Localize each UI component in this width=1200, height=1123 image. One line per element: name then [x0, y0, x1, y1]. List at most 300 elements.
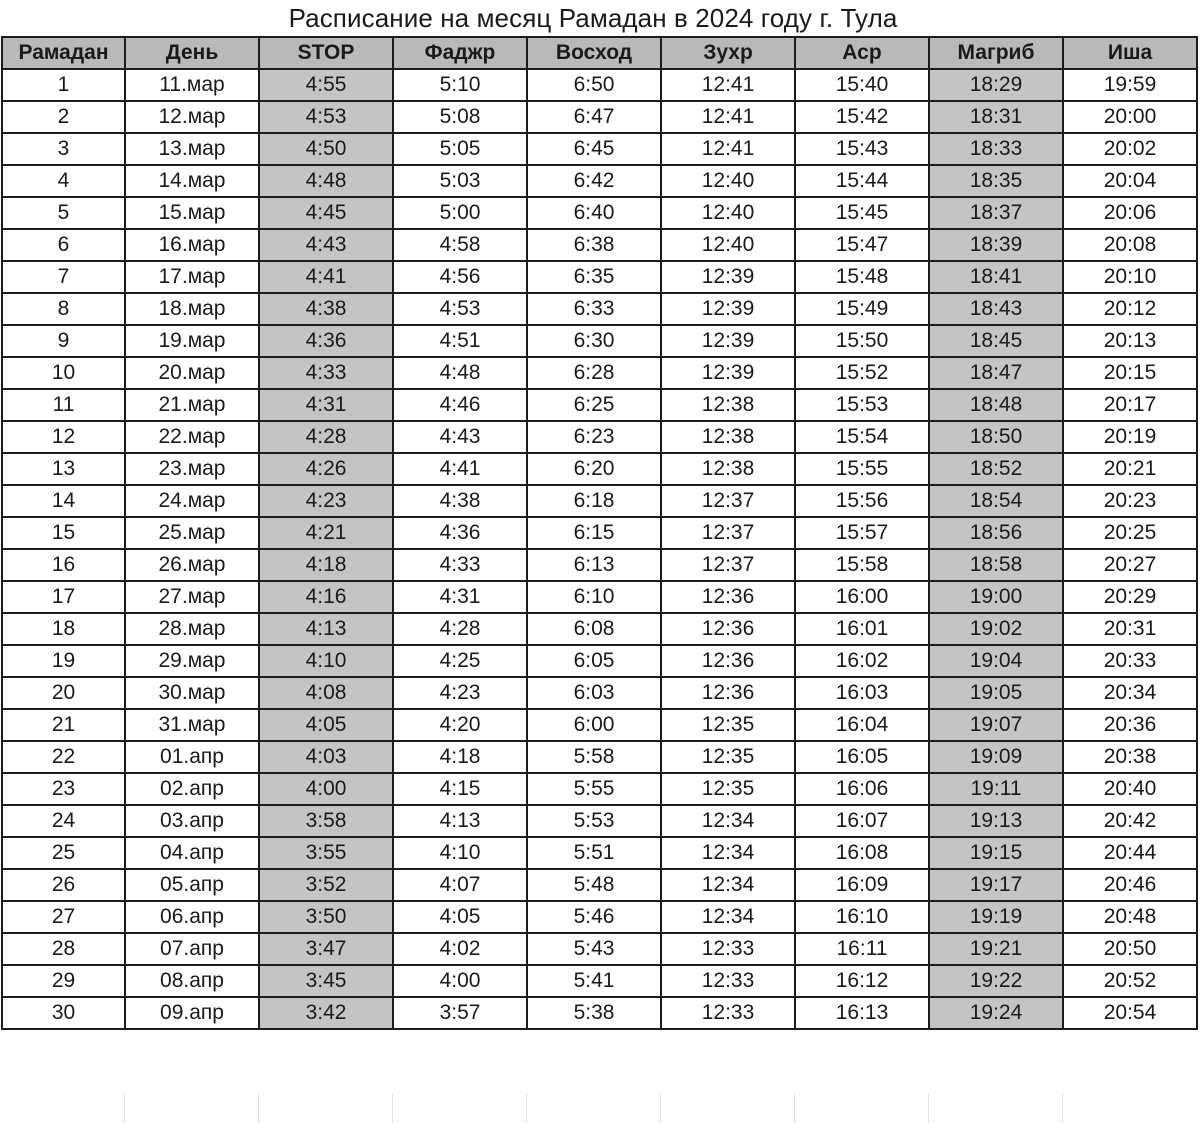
cell-stop: 3:55 [259, 837, 393, 869]
table-row [2, 165, 1197, 197]
table-row [2, 197, 1197, 229]
cell-stop: 4:53 [259, 101, 393, 133]
cell-sunrise: 5:51 [527, 837, 661, 869]
cell-ramadan-day: 4 [2, 165, 125, 197]
cell-asr: 15:52 [795, 357, 929, 389]
cell-stop: 4:13 [259, 613, 393, 645]
ramadan-schedule-table [1, 36, 1198, 1030]
cell-maghrib: 19:02 [929, 613, 1063, 645]
cell-asr: 15:57 [795, 517, 929, 549]
cell-maghrib: 18:58 [929, 549, 1063, 581]
cell-sunrise: 6:03 [527, 677, 661, 709]
table-row [2, 933, 1197, 965]
cell-asr: 15:43 [795, 133, 929, 165]
cell-stop: 4:28 [259, 421, 393, 453]
cell-asr: 15:44 [795, 165, 929, 197]
cell-stop: 4:18 [259, 549, 393, 581]
cell-sunrise: 5:41 [527, 965, 661, 997]
cell-dhuhr: 12:35 [661, 709, 795, 741]
cell-sunrise: 6:00 [527, 709, 661, 741]
cell-ramadan-day: 28 [2, 933, 125, 965]
cell-dhuhr: 12:39 [661, 325, 795, 357]
table-row [2, 101, 1197, 133]
column-header-isha: Иша [1063, 37, 1197, 69]
cell-dhuhr: 12:34 [661, 901, 795, 933]
cell-date: 19.мар [125, 325, 259, 357]
cell-maghrib: 18:45 [929, 325, 1063, 357]
cell-stop: 4:00 [259, 773, 393, 805]
cell-date: 08.апр [125, 965, 259, 997]
cell-date: 25.мар [125, 517, 259, 549]
cell-sunrise: 6:18 [527, 485, 661, 517]
cell-asr: 15:40 [795, 69, 929, 101]
cell-sunrise: 5:46 [527, 901, 661, 933]
cell-isha: 20:13 [1063, 325, 1197, 357]
cell-fajr: 4:10 [393, 837, 527, 869]
cell-ramadan-day: 9 [2, 325, 125, 357]
cell-asr: 16:11 [795, 933, 929, 965]
cell-isha: 20:36 [1063, 709, 1197, 741]
cell-date: 27.мар [125, 581, 259, 613]
cell-stop: 4:26 [259, 453, 393, 485]
cell-asr: 16:01 [795, 613, 929, 645]
cell-asr: 15:48 [795, 261, 929, 293]
cell-isha: 20:00 [1063, 101, 1197, 133]
cell-ramadan-day: 23 [2, 773, 125, 805]
cell-maghrib: 19:11 [929, 773, 1063, 805]
cell-fajr: 5:03 [393, 165, 527, 197]
cell-ramadan-day: 17 [2, 581, 125, 613]
cell-asr: 16:09 [795, 869, 929, 901]
cell-asr: 16:13 [795, 997, 929, 1029]
cell-stop: 3:47 [259, 933, 393, 965]
cell-ramadan-day: 19 [2, 645, 125, 677]
table-row [2, 869, 1197, 901]
cell-sunrise: 6:45 [527, 133, 661, 165]
cell-ramadan-day: 10 [2, 357, 125, 389]
cell-date: 09.апр [125, 997, 259, 1029]
cell-dhuhr: 12:35 [661, 741, 795, 773]
table-row [2, 965, 1197, 997]
cell-fajr: 4:23 [393, 677, 527, 709]
cell-maghrib: 18:29 [929, 69, 1063, 101]
cell-fajr: 4:51 [393, 325, 527, 357]
cell-stop: 4:33 [259, 357, 393, 389]
table-row [2, 645, 1197, 677]
cell-maghrib: 18:48 [929, 389, 1063, 421]
cell-sunrise: 5:53 [527, 805, 661, 837]
cell-dhuhr: 12:38 [661, 421, 795, 453]
cell-dhuhr: 12:37 [661, 485, 795, 517]
cell-sunrise: 6:35 [527, 261, 661, 293]
cell-asr: 16:05 [795, 741, 929, 773]
cell-fajr: 4:43 [393, 421, 527, 453]
cell-date: 26.мар [125, 549, 259, 581]
cell-stop: 4:08 [259, 677, 393, 709]
column-header-asr: Аср [795, 37, 929, 69]
cell-date: 13.мар [125, 133, 259, 165]
cell-stop: 4:36 [259, 325, 393, 357]
cell-dhuhr: 12:36 [661, 677, 795, 709]
cell-stop: 4:45 [259, 197, 393, 229]
cell-ramadan-day: 27 [2, 901, 125, 933]
cell-dhuhr: 12:38 [661, 389, 795, 421]
cell-maghrib: 19:21 [929, 933, 1063, 965]
cell-date: 29.мар [125, 645, 259, 677]
cell-dhuhr: 12:39 [661, 293, 795, 325]
cell-maghrib: 18:41 [929, 261, 1063, 293]
cell-date: 16.мар [125, 229, 259, 261]
cell-ramadan-day: 22 [2, 741, 125, 773]
cell-fajr: 4:13 [393, 805, 527, 837]
cell-ramadan-day: 7 [2, 261, 125, 293]
cell-stop: 3:50 [259, 901, 393, 933]
cell-ramadan-day: 21 [2, 709, 125, 741]
cell-stop: 4:23 [259, 485, 393, 517]
cell-fajr: 4:07 [393, 869, 527, 901]
cell-isha: 20:46 [1063, 869, 1197, 901]
cell-sunrise: 6:50 [527, 69, 661, 101]
table-row [2, 677, 1197, 709]
cell-maghrib: 19:13 [929, 805, 1063, 837]
table-row [2, 69, 1197, 101]
cell-isha: 20:06 [1063, 197, 1197, 229]
cell-maghrib: 18:43 [929, 293, 1063, 325]
cell-fajr: 5:00 [393, 197, 527, 229]
cell-isha: 19:59 [1063, 69, 1197, 101]
table-row [2, 261, 1197, 293]
cell-asr: 15:45 [795, 197, 929, 229]
table-row [2, 549, 1197, 581]
cell-sunrise: 6:25 [527, 389, 661, 421]
cell-fajr: 4:05 [393, 901, 527, 933]
column-header-ramadan: Рамадан [2, 37, 125, 69]
cell-asr: 15:49 [795, 293, 929, 325]
cell-isha: 20:25 [1063, 517, 1197, 549]
cell-asr: 15:58 [795, 549, 929, 581]
cell-ramadan-day: 15 [2, 517, 125, 549]
cell-sunrise: 6:23 [527, 421, 661, 453]
cell-sunrise: 6:15 [527, 517, 661, 549]
cell-dhuhr: 12:34 [661, 837, 795, 869]
cell-isha: 20:34 [1063, 677, 1197, 709]
column-header-day: День [125, 37, 259, 69]
cell-sunrise: 6:40 [527, 197, 661, 229]
cell-stop: 4:55 [259, 69, 393, 101]
cell-dhuhr: 12:36 [661, 645, 795, 677]
cell-date: 07.апр [125, 933, 259, 965]
cell-stop: 4:16 [259, 581, 393, 613]
cell-date: 05.апр [125, 869, 259, 901]
cell-isha: 20:48 [1063, 901, 1197, 933]
cell-dhuhr: 12:39 [661, 261, 795, 293]
cell-stop: 4:10 [259, 645, 393, 677]
cell-sunrise: 6:08 [527, 613, 661, 645]
cell-asr: 16:10 [795, 901, 929, 933]
cell-maghrib: 19:24 [929, 997, 1063, 1029]
cell-isha: 20:40 [1063, 773, 1197, 805]
cell-maghrib: 18:52 [929, 453, 1063, 485]
cell-fajr: 5:08 [393, 101, 527, 133]
cell-dhuhr: 12:40 [661, 165, 795, 197]
cell-sunrise: 6:47 [527, 101, 661, 133]
cell-asr: 16:08 [795, 837, 929, 869]
cell-isha: 20:50 [1063, 933, 1197, 965]
cell-maghrib: 19:17 [929, 869, 1063, 901]
cell-fajr: 4:33 [393, 549, 527, 581]
cell-stop: 4:31 [259, 389, 393, 421]
cell-asr: 15:55 [795, 453, 929, 485]
cell-isha: 20:19 [1063, 421, 1197, 453]
cell-isha: 20:04 [1063, 165, 1197, 197]
cell-date: 01.апр [125, 741, 259, 773]
cell-fajr: 4:20 [393, 709, 527, 741]
table-body [2, 69, 1197, 1029]
cell-sunrise: 6:20 [527, 453, 661, 485]
table-row [2, 613, 1197, 645]
cell-asr: 16:12 [795, 965, 929, 997]
cell-sunrise: 5:48 [527, 869, 661, 901]
cell-date: 30.мар [125, 677, 259, 709]
cell-fajr: 4:56 [393, 261, 527, 293]
cell-sunrise: 6:38 [527, 229, 661, 261]
cell-dhuhr: 12:41 [661, 69, 795, 101]
cell-maghrib: 18:35 [929, 165, 1063, 197]
cell-maghrib: 19:15 [929, 837, 1063, 869]
cell-maghrib: 18:50 [929, 421, 1063, 453]
cell-ramadan-day: 12 [2, 421, 125, 453]
cell-ramadan-day: 16 [2, 549, 125, 581]
cell-date: 18.мар [125, 293, 259, 325]
table-row [2, 453, 1197, 485]
cell-date: 23.мар [125, 453, 259, 485]
cell-isha: 20:15 [1063, 357, 1197, 389]
cell-fajr: 4:58 [393, 229, 527, 261]
cell-date: 21.мар [125, 389, 259, 421]
cell-date: 20.мар [125, 357, 259, 389]
cell-sunrise: 6:28 [527, 357, 661, 389]
cell-stop: 3:52 [259, 869, 393, 901]
column-header-stop: STOP [259, 37, 393, 69]
cell-fajr: 4:53 [393, 293, 527, 325]
cell-ramadan-day: 6 [2, 229, 125, 261]
cell-asr: 15:42 [795, 101, 929, 133]
cell-fajr: 4:18 [393, 741, 527, 773]
page-title: Расписание на месяц Рамадан в 2024 году г. Тула [288, 3, 898, 33]
cell-date: 14.мар [125, 165, 259, 197]
table-row [2, 357, 1197, 389]
cell-fajr: 4:15 [393, 773, 527, 805]
cell-dhuhr: 12:36 [661, 581, 795, 613]
table-row [2, 773, 1197, 805]
cell-dhuhr: 12:37 [661, 549, 795, 581]
column-header-sunrise: Восход [527, 37, 661, 69]
table-row [2, 997, 1197, 1029]
cell-date: 15.мар [125, 197, 259, 229]
cell-ramadan-day: 26 [2, 869, 125, 901]
cell-dhuhr: 12:39 [661, 357, 795, 389]
cell-date: 03.апр [125, 805, 259, 837]
cell-asr: 16:04 [795, 709, 929, 741]
table-row [2, 517, 1197, 549]
cell-maghrib: 18:39 [929, 229, 1063, 261]
sheet-gridlines [1, 1094, 1196, 1123]
cell-isha: 20:33 [1063, 645, 1197, 677]
cell-isha: 20:21 [1063, 453, 1197, 485]
cell-maghrib: 19:00 [929, 581, 1063, 613]
cell-fajr: 4:41 [393, 453, 527, 485]
cell-asr: 15:53 [795, 389, 929, 421]
cell-date: 17.мар [125, 261, 259, 293]
cell-ramadan-day: 30 [2, 997, 125, 1029]
cell-fajr: 4:48 [393, 357, 527, 389]
cell-ramadan-day: 11 [2, 389, 125, 421]
cell-fajr: 4:31 [393, 581, 527, 613]
cell-sunrise: 6:10 [527, 581, 661, 613]
cell-maghrib: 19:09 [929, 741, 1063, 773]
cell-dhuhr: 12:37 [661, 517, 795, 549]
cell-fajr: 4:02 [393, 933, 527, 965]
cell-maghrib: 18:31 [929, 101, 1063, 133]
table-row [2, 229, 1197, 261]
cell-asr: 15:50 [795, 325, 929, 357]
table-row [2, 581, 1197, 613]
cell-dhuhr: 12:34 [661, 805, 795, 837]
cell-sunrise: 6:13 [527, 549, 661, 581]
cell-date: 06.апр [125, 901, 259, 933]
cell-fajr: 5:10 [393, 69, 527, 101]
cell-isha: 20:44 [1063, 837, 1197, 869]
cell-fajr: 4:38 [393, 485, 527, 517]
cell-ramadan-day: 18 [2, 613, 125, 645]
cell-isha: 20:12 [1063, 293, 1197, 325]
table-row [2, 837, 1197, 869]
cell-date: 11.мар [125, 69, 259, 101]
table-row [2, 485, 1197, 517]
cell-isha: 20:02 [1063, 133, 1197, 165]
cell-dhuhr: 12:36 [661, 613, 795, 645]
cell-stop: 4:05 [259, 709, 393, 741]
cell-maghrib: 19:07 [929, 709, 1063, 741]
table-row [2, 293, 1197, 325]
cell-sunrise: 5:38 [527, 997, 661, 1029]
cell-ramadan-day: 14 [2, 485, 125, 517]
cell-dhuhr: 12:33 [661, 997, 795, 1029]
cell-sunrise: 6:05 [527, 645, 661, 677]
column-header-maghrib: Магриб [929, 37, 1063, 69]
cell-ramadan-day: 24 [2, 805, 125, 837]
cell-asr: 16:02 [795, 645, 929, 677]
table-header-row [2, 37, 1197, 69]
cell-asr: 15:56 [795, 485, 929, 517]
cell-ramadan-day: 8 [2, 293, 125, 325]
cell-fajr: 4:25 [393, 645, 527, 677]
cell-date: 22.мар [125, 421, 259, 453]
cell-ramadan-day: 29 [2, 965, 125, 997]
cell-ramadan-day: 13 [2, 453, 125, 485]
cell-maghrib: 18:56 [929, 517, 1063, 549]
cell-maghrib: 18:33 [929, 133, 1063, 165]
table-row [2, 805, 1197, 837]
column-header-dhuhr: Зухр [661, 37, 795, 69]
cell-isha: 20:08 [1063, 229, 1197, 261]
cell-maghrib: 19:05 [929, 677, 1063, 709]
cell-ramadan-day: 3 [2, 133, 125, 165]
cell-sunrise: 6:42 [527, 165, 661, 197]
cell-ramadan-day: 25 [2, 837, 125, 869]
cell-isha: 20:29 [1063, 581, 1197, 613]
cell-maghrib: 19:19 [929, 901, 1063, 933]
cell-sunrise: 5:55 [527, 773, 661, 805]
cell-fajr: 4:46 [393, 389, 527, 421]
table-row [2, 389, 1197, 421]
cell-asr: 15:47 [795, 229, 929, 261]
cell-ramadan-day: 5 [2, 197, 125, 229]
cell-stop: 3:58 [259, 805, 393, 837]
cell-fajr: 4:00 [393, 965, 527, 997]
cell-asr: 15:54 [795, 421, 929, 453]
cell-stop: 4:03 [259, 741, 393, 773]
cell-sunrise: 5:58 [527, 741, 661, 773]
cell-ramadan-day: 2 [2, 101, 125, 133]
table-row [2, 901, 1197, 933]
cell-isha: 20:54 [1063, 997, 1197, 1029]
cell-asr: 16:03 [795, 677, 929, 709]
cell-isha: 20:52 [1063, 965, 1197, 997]
cell-maghrib: 19:04 [929, 645, 1063, 677]
cell-dhuhr: 12:40 [661, 197, 795, 229]
cell-maghrib: 18:37 [929, 197, 1063, 229]
cell-maghrib: 18:47 [929, 357, 1063, 389]
cell-stop: 4:43 [259, 229, 393, 261]
cell-dhuhr: 12:38 [661, 453, 795, 485]
table-row [2, 709, 1197, 741]
table-row [2, 133, 1197, 165]
cell-dhuhr: 12:35 [661, 773, 795, 805]
cell-fajr: 4:36 [393, 517, 527, 549]
cell-date: 12.мар [125, 101, 259, 133]
column-header-fajr: Фаджр [393, 37, 527, 69]
cell-isha: 20:27 [1063, 549, 1197, 581]
cell-ramadan-day: 1 [2, 69, 125, 101]
cell-stop: 4:50 [259, 133, 393, 165]
cell-isha: 20:10 [1063, 261, 1197, 293]
cell-isha: 20:17 [1063, 389, 1197, 421]
cell-asr: 16:00 [795, 581, 929, 613]
cell-sunrise: 6:30 [527, 325, 661, 357]
cell-stop: 3:42 [259, 997, 393, 1029]
cell-isha: 20:23 [1063, 485, 1197, 517]
cell-fajr: 3:57 [393, 997, 527, 1029]
cell-stop: 4:48 [259, 165, 393, 197]
cell-stop: 3:45 [259, 965, 393, 997]
cell-date: 24.мар [125, 485, 259, 517]
cell-stop: 4:38 [259, 293, 393, 325]
cell-dhuhr: 12:34 [661, 869, 795, 901]
cell-dhuhr: 12:41 [661, 133, 795, 165]
table-row [2, 421, 1197, 453]
cell-dhuhr: 12:33 [661, 933, 795, 965]
cell-dhuhr: 12:33 [661, 965, 795, 997]
cell-ramadan-day: 20 [2, 677, 125, 709]
cell-stop: 4:21 [259, 517, 393, 549]
cell-isha: 20:31 [1063, 613, 1197, 645]
cell-asr: 16:06 [795, 773, 929, 805]
cell-isha: 20:38 [1063, 741, 1197, 773]
cell-asr: 16:07 [795, 805, 929, 837]
cell-maghrib: 18:54 [929, 485, 1063, 517]
cell-maghrib: 19:22 [929, 965, 1063, 997]
